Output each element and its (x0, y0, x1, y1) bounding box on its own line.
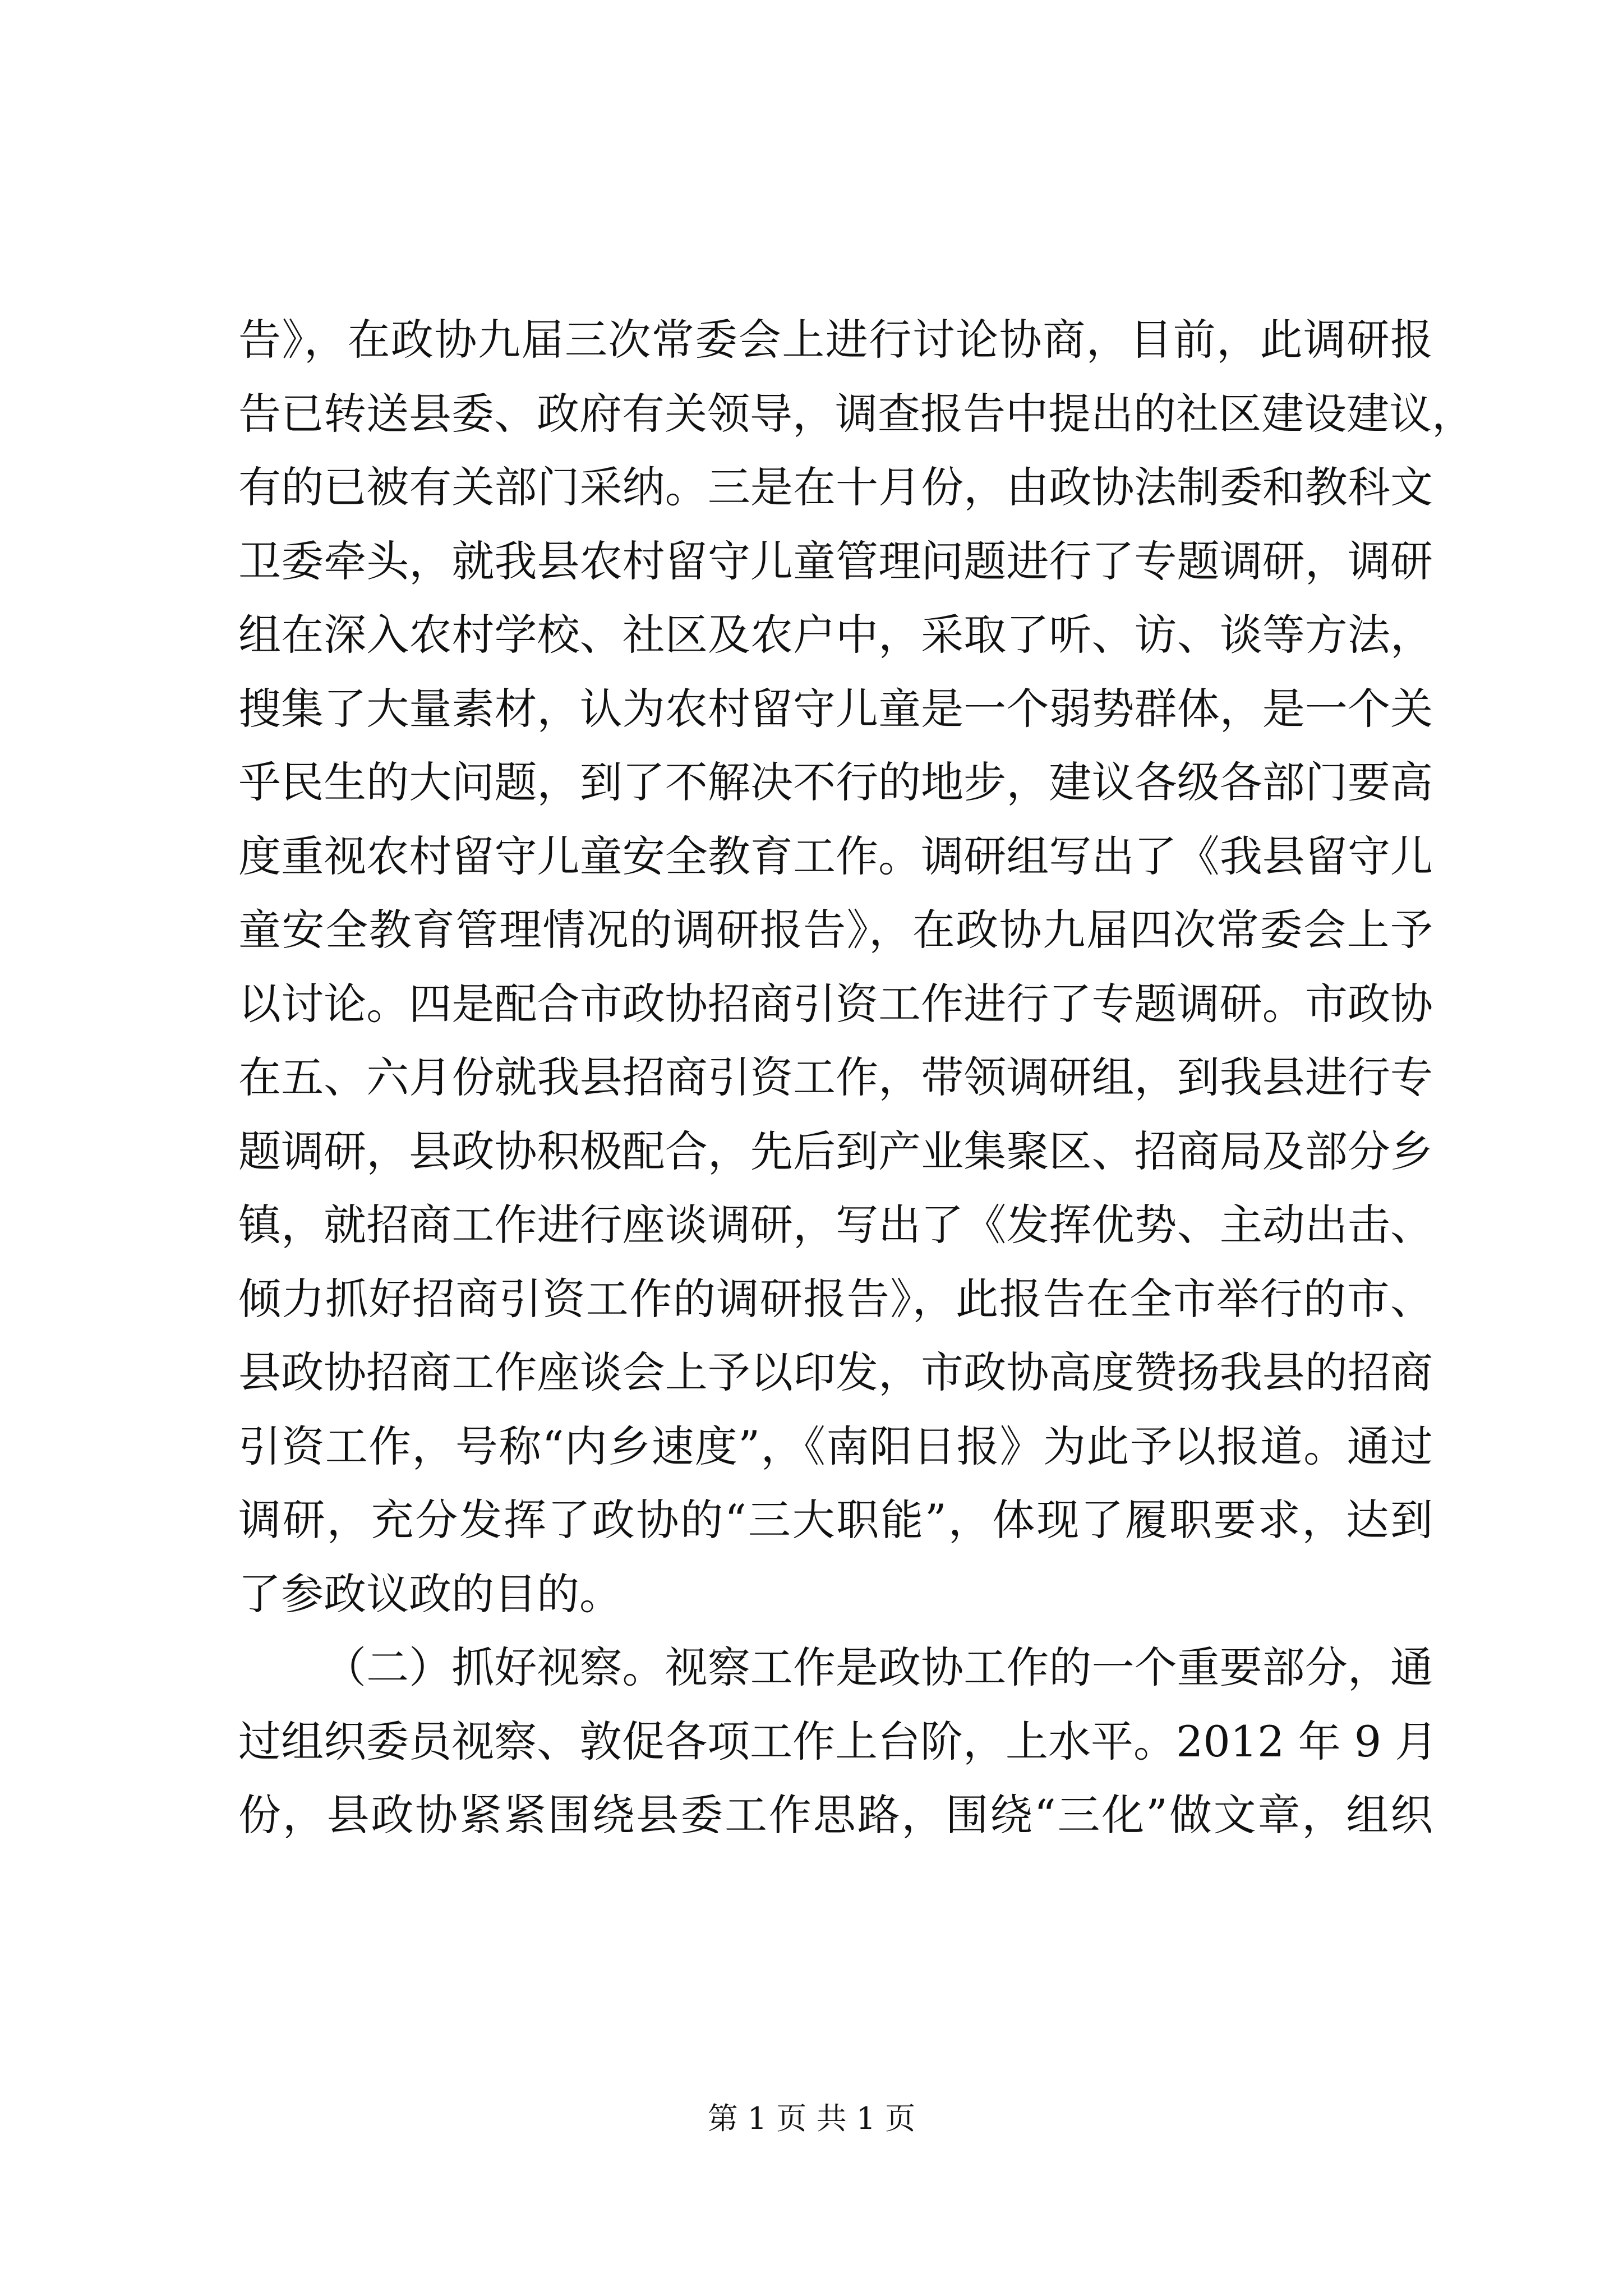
text-line: 以讨论。四是配合市政协招商引资工作进行了专题调研。市政协 (238, 978, 1433, 1029)
text-line: 县政协招商工作座谈会上予以印发，市政协高度赞扬我县的招商 (238, 1347, 1433, 1397)
text-line: 告已转送县委、政府有关领导，调查报告中提出的社区建设建议， (238, 388, 1474, 439)
text-line-section-heading: （二）抓好视察。视察工作是政协工作的一个重要部分，通 (324, 1642, 1433, 1692)
text-line: 倾力抓好招商引资工作的调研报告》，此报告在全市举行的市、 (238, 1273, 1433, 1324)
text-line: 份，县政协紧紧围绕县委工作思路，围绕“三化”做文章，组织 (238, 1790, 1433, 1840)
text-line: 卫委牵头，就我县农村留守儿童管理问题进行了专题调研，调研 (238, 536, 1433, 586)
text-line: 组在深入农村学校、社区及农户中，采取了听、访、谈等方法， (238, 610, 1433, 660)
page-number-footer: 第 1 页 共 1 页 (707, 2101, 916, 2136)
text-line: 搜集了大量素材，认为农村留守儿童是一个弱势群体，是一个关 (238, 683, 1433, 734)
text-line: 镇，就招商工作进行座谈调研，写出了《发挥优势、主动出击、 (238, 1200, 1433, 1250)
text-line: 度重视农村留守儿童安全教育工作。调研组写出了《我县留守儿 (238, 831, 1433, 881)
text-line: 有的已被有关部门采纳。三是在十月份，由政协法制委和教科文 (238, 462, 1433, 512)
text-line-paragraph-end: 了参政议政的目的。 (238, 1568, 622, 1619)
text-line: 告》，在政协九届三次常委会上进行讨论协商，目前，此调研报 (238, 315, 1433, 365)
text-line: 过组织委员视察、敦促各项工作上台阶，上水平。2012 年 9 月 (238, 1716, 1438, 1766)
text-line: 引资工作，号称“内乡速度”，《南阳日报》为此予以报道。通过 (238, 1421, 1433, 1471)
text-line: 童安全教育管理情况的调研报告》，在政协九届四次常委会上予 (238, 905, 1433, 955)
text-line: 题调研，县政协积极配合，先后到产业集聚区、招商局及部分乡 (238, 1126, 1433, 1176)
body-text (238, 303, 1474, 1852)
text-line: 在五、六月份就我县招商引资工作，带领调研组，到我县进行专 (238, 1052, 1433, 1102)
text-line: 调研，充分发挥了政协的“三大职能”，体现了履职要求，达到 (238, 1495, 1433, 1545)
text-line: 乎民生的大问题，到了不解决不行的地步，建议各级各部门要高 (238, 757, 1433, 807)
